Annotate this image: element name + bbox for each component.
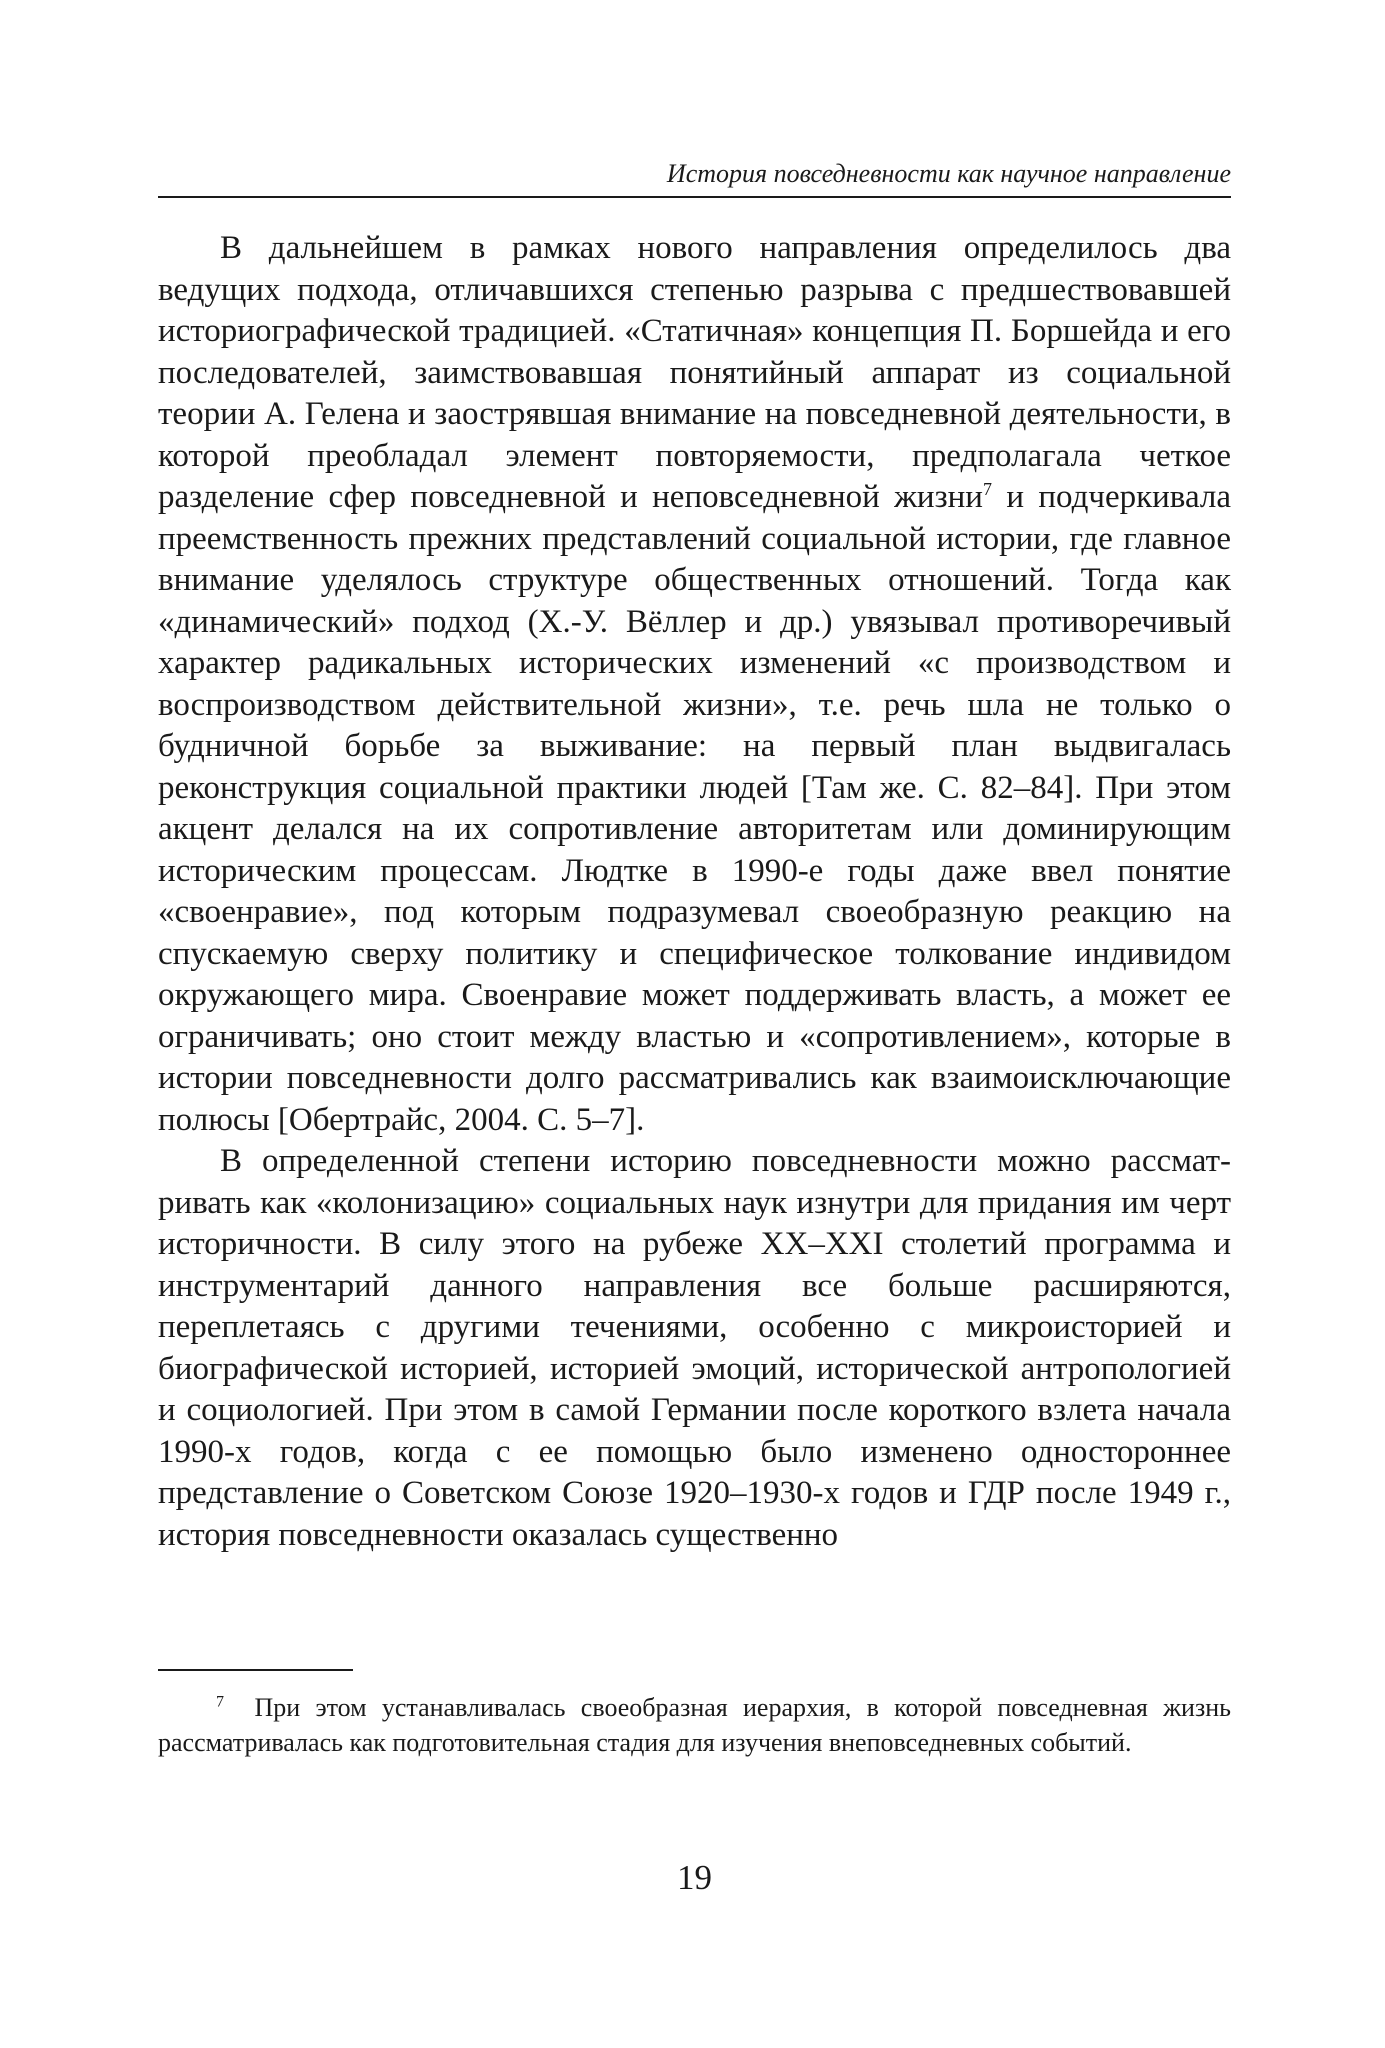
header-rule bbox=[158, 196, 1231, 198]
footnote-number: 7 bbox=[216, 1693, 224, 1711]
paragraph-1-text-after-note: и подчеркивала преемственность прежних представлений социальной истории, где главное внимание уделялось структуре общественных отношений. Тогда как «динамический» подход (Х.-У. Вёллер и др.) увязывал противоречивый характер радикальных исторических изменений «с производством и воспроизводством действительной жизни», т.е. речь шла не только о будничной борьбе за выживание: на первый план выдвигалась реконструкция социальной практики людей [Там же. С. 82–84]. При этом акцент делался на их сопротивление авторитетам или доминирующим историческим процессам. Людтке в 1990-е годы даже ввел понятие «своенравие», под которым подразумевал своеобразную реакцию на спускаемую сверху политику и специфическое толкование индивидом окружающего мира. Своенравие может поддерживать власть, а может ее ограничивать; оно стоит между властью и «сопротивлением», которые в истории повседневности долго рассматривались как взаимоисключающие полюсы [Обертрайс, 2004. С. 5–7]. bbox=[158, 479, 1231, 1138]
body-text bbox=[158, 228, 1231, 1556]
page-number: 19 bbox=[677, 1858, 712, 1897]
paragraph-1-text-before-note: В дальнейшем в рамках нового направления определилось два ведущих подхода, отличавшихся степенью разрыва с предшествовавшей историографической традицией. «Статичная» концепция П. Боршейда и его последователей, заимствовавшая понятийный аппарат из социальной теории А. Гелена и заострявшая внимание на повседневной деятельности, в которой преобладал элемент повторяемости, предполагала четкое разделение сфер повседневной и неповседневной жизни bbox=[158, 230, 1231, 515]
footnote-text: При этом устанавливалась своеобразная иерархия, в которой повседневная жизнь рассматривалась как подготовительная стадия для изучения внеповседневных событий. bbox=[158, 1693, 1232, 1757]
footnote bbox=[158, 1690, 1231, 1760]
running-header: История повседневности как научное направление bbox=[666, 159, 1231, 188]
paragraph-1 bbox=[158, 228, 1231, 1141]
book-page bbox=[158, 0, 1231, 2048]
footnote-rule bbox=[158, 1669, 353, 1671]
paragraph-2: В определенной степени историю повседневности можно рассматривать как «колонизацию» социальных наук изнутри для придания им черт историчности. В силу этого на рубеже XX–XXI столетий программа и инструментарий данного направления все больше расширяются, переплетаясь с другими течениями, особенно с микроисторией и биографической историей, историей эмоций, исторической антропологией и социологией. При этом в самой Германии после короткого взлета начала 1990-х годов, когда с ее помощью было изменено одностороннее представление о Советском Союзе 1920–1930-х годов и ГДР после 1949 г., история повседневности оказалась существенно bbox=[158, 1143, 1231, 1553]
footnote-reference: 7 bbox=[982, 479, 992, 499]
